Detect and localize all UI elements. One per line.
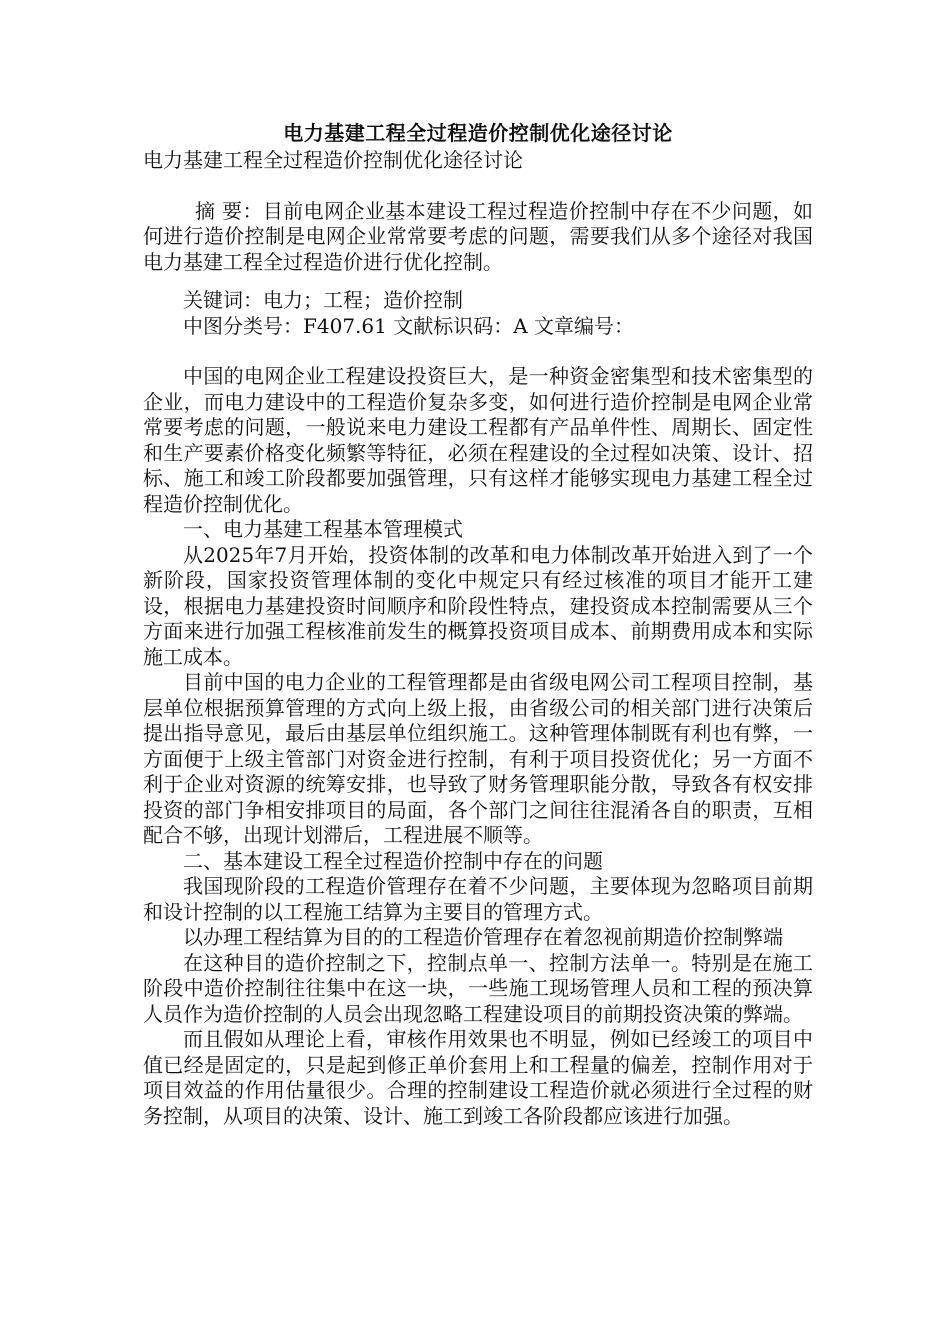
spacer bbox=[143, 339, 813, 364]
document-title: 电力基建工程全过程造价控制优化途径讨论 bbox=[283, 121, 673, 145]
section-heading: 一、电力基建工程基本管理模式 bbox=[183, 517, 463, 541]
body-paragraph: 目前中国的电力企业的工程管理都是由省级电网公司工程项目控制，基层单位根据预算管理的方式向上级上报，由省级公司的相关部门进行决策后提出指导意见，最后由基层单位组织施工。这种管理体制既有利也有弊，一方面便于上级主管部门对资金进行控制，有利于项目投资优化；另一方面不利于企业对资源的统筹安排，也导致了财务管理职能分散，导致各有权安排投资的部门争相安排项目的局面，各个部门之间往往混淆各自的职责，互相配合不够，出现计划滞后，工程进展不顺等。 bbox=[143, 670, 813, 847]
body-paragraph: 中国的电网企业工程建设投资巨大，是一种资金密集型和技术密集型的企业，而电力建设中的工程造价复杂多变，如何进行造价控制是电网企业常常要考虑的问题，一般说来电力建设工程都有产品单件性、周期长、固定性和生产要素价格变化频繁等特征，必须在程建设的全过程如决策、设计、招标、施工和竣工阶段都要加强管理，只有这样才能够实现电力基建工程全过程造价控制优化。 bbox=[143, 364, 813, 516]
spacer bbox=[143, 174, 813, 199]
document-subtitle: 电力基建工程全过程造价控制优化途径讨论 bbox=[143, 148, 523, 172]
document-body bbox=[143, 120, 813, 1129]
keywords-line: 关键词：电力；工程；造价控制 bbox=[183, 288, 463, 312]
body-paragraph: 从2025年7月开始，投资体制的改革和电力体制改革开始进入到了一个新阶段，国家投资管理体制的变化中规定只有经过核准的项目才能开工建设，根据电力基建投资时间顺序和阶段性特点，建投资成本控制需要从三个方面来进行加强工程核准前发生的概算投资项目成本、前期费用成本和实际施工成本。 bbox=[143, 542, 813, 669]
spacer bbox=[143, 275, 813, 288]
body-paragraph: 在这种目的造价控制之下，控制点单一、控制方法单一。特别是在施工阶段中造价控制往往集中在这一块，一些施工现场管理人员和工程的预决算人员作为造价控制的人员会出现忽略工程建设项目的前期投资决策的弊端。 bbox=[143, 950, 813, 1026]
body-paragraph: 我国现阶段的工程造价管理存在着不少问题，主要体现为忽略项目前期和设计控制的以工程施工结算为主要目的管理方式。 bbox=[143, 874, 813, 924]
classification-line: 中图分类号：F407.61 文献标识码：A 文章编号： bbox=[183, 313, 635, 338]
section-heading: 二、基本建设工程全过程造价控制中存在的问题 bbox=[183, 848, 603, 873]
abstract-paragraph: 摘 要：目前电网企业基本建设工程过程造价控制中存在不少问题，如何进行造价控制是电网企业常常要考虑的问题，需要我们从多个途径对我国电力基建工程全过程造价进行优化控制。 bbox=[143, 198, 813, 274]
body-paragraph: 而且假如从理论上看，审核作用效果也不明显，例如已经竣工的项目中值已经是固定的，只是起到修正单价套用上和工程量的偏差，控制作用对于项目效益的作用估量很少。合理的控制建设工程造价就必须进行全过程的财务控制，从项目的决策、设计、施工到竣工各阶段都应该进行加强。 bbox=[143, 1027, 813, 1128]
subsection-heading: 以办理工程结算为目的的工程造价管理存在着忽视前期造价控制弊端 bbox=[183, 925, 783, 949]
